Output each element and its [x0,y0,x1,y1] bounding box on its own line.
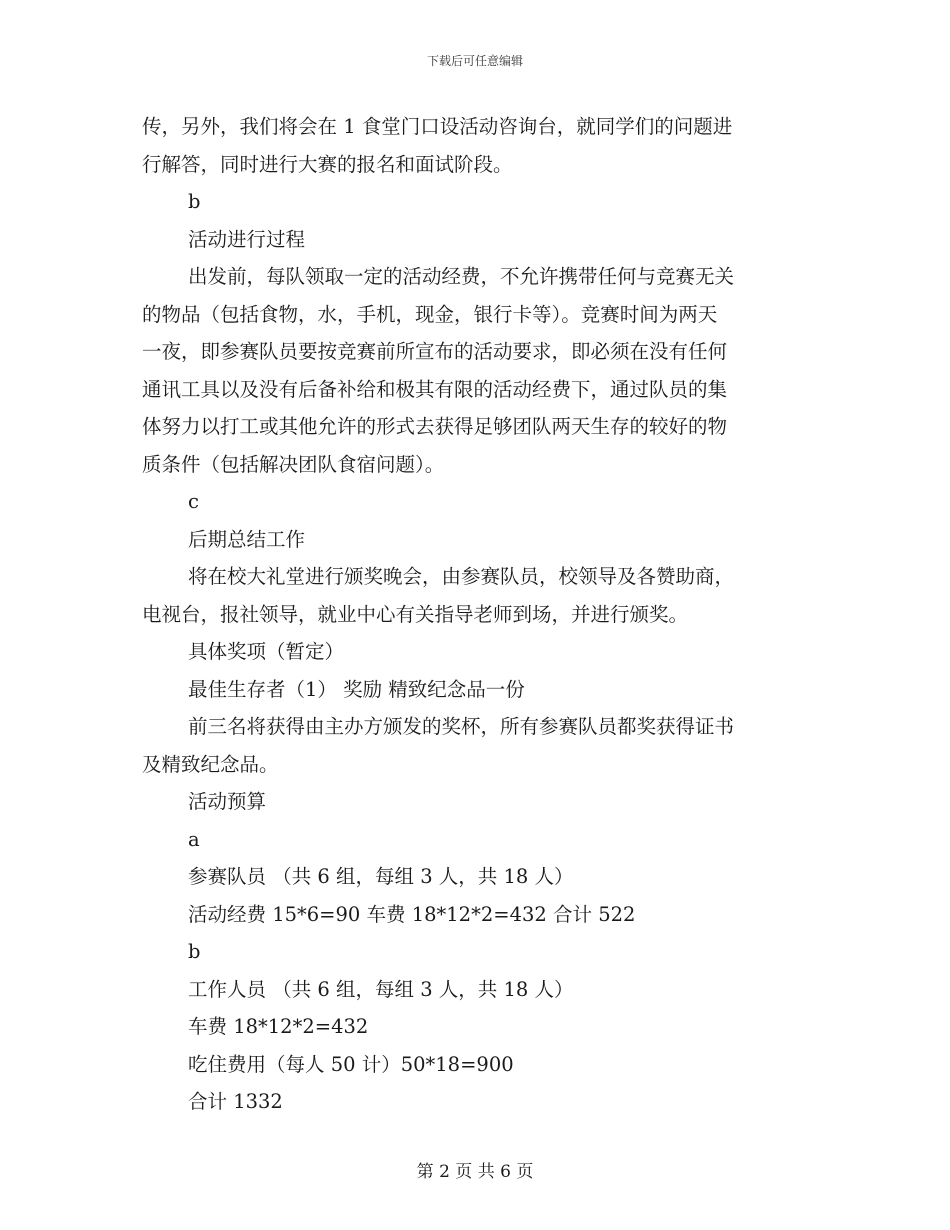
section-label: b [188,190,201,213]
body-line: 将在校大礼堂进行颁奖晚会，由参赛队员，校领导及各赞助商， [188,565,735,588]
body-line: 通讯工具以及没有后备补给和极其有限的活动经费下，通过队员的集 [142,377,728,401]
body-line: 及精致纪念品。 [142,752,279,776]
budget-line: 参赛队员 （共 6 组，每组 3 人，共 18 人） [188,865,574,888]
body-line: 前三名将获得由主办方颁发的奖杯，所有参赛队员都奖获得证书 [188,715,735,738]
body-line: 体努力以打工或其他允许的形式去获得足够团队两天生存的较好的物 [142,415,728,438]
section-label: a [188,827,200,851]
section-heading: 具体奖项（暂定） [188,640,345,663]
body-line: 质条件（包括解决团队食宿问题）。 [142,452,445,476]
page-header: 下载后可任意编辑 [426,54,523,68]
section-heading: 后期总结工作 [188,527,306,551]
section-label: c [188,490,199,513]
body-line: 的物品（包括食物，水，手机，现金，银行卡等）。竞赛时间为两天 [142,302,718,326]
section-label: b [188,940,201,963]
budget-line: 工作人员 （共 6 组，每组 3 人，共 18 人） [188,977,574,1001]
budget-line: 吃住费用（每人 50 计）50*18=900 [188,1052,514,1076]
body-line: 行解答，同时进行大赛的报名和面试阶段。 [142,152,513,176]
budget-line: 活动经费 15*6=90 车费 18*12*2=432 合计 522 [188,902,636,926]
budget-total: 合计 1332 [188,1090,283,1113]
section-heading: 活动预算 [188,790,267,813]
body-line: 传，另外，我们将会在 1 食堂门口设活动咨询台，就同学们的问题进 [142,115,733,138]
body-line: 一夜，即参赛队员要按竞赛前所宣布的活动要求，即必须在没有任何 [142,340,728,363]
body-line: 电视台，报社领导，就业中心有关指导老师到场，并进行颁奖。 [142,602,689,626]
body-line: 出发前，每队领取一定的活动经费，不允许携带任何与竞赛无关 [188,265,735,288]
document-body [142,108,808,1121]
award-line: 最佳生存者（1） 奖励 精致纪念品一份 [188,677,525,701]
budget-line: 车费 18*12*2=432 [188,1015,369,1038]
section-heading: 活动进行过程 [188,227,306,251]
page-number: 第 2 页 共 6 页 [416,1162,534,1182]
